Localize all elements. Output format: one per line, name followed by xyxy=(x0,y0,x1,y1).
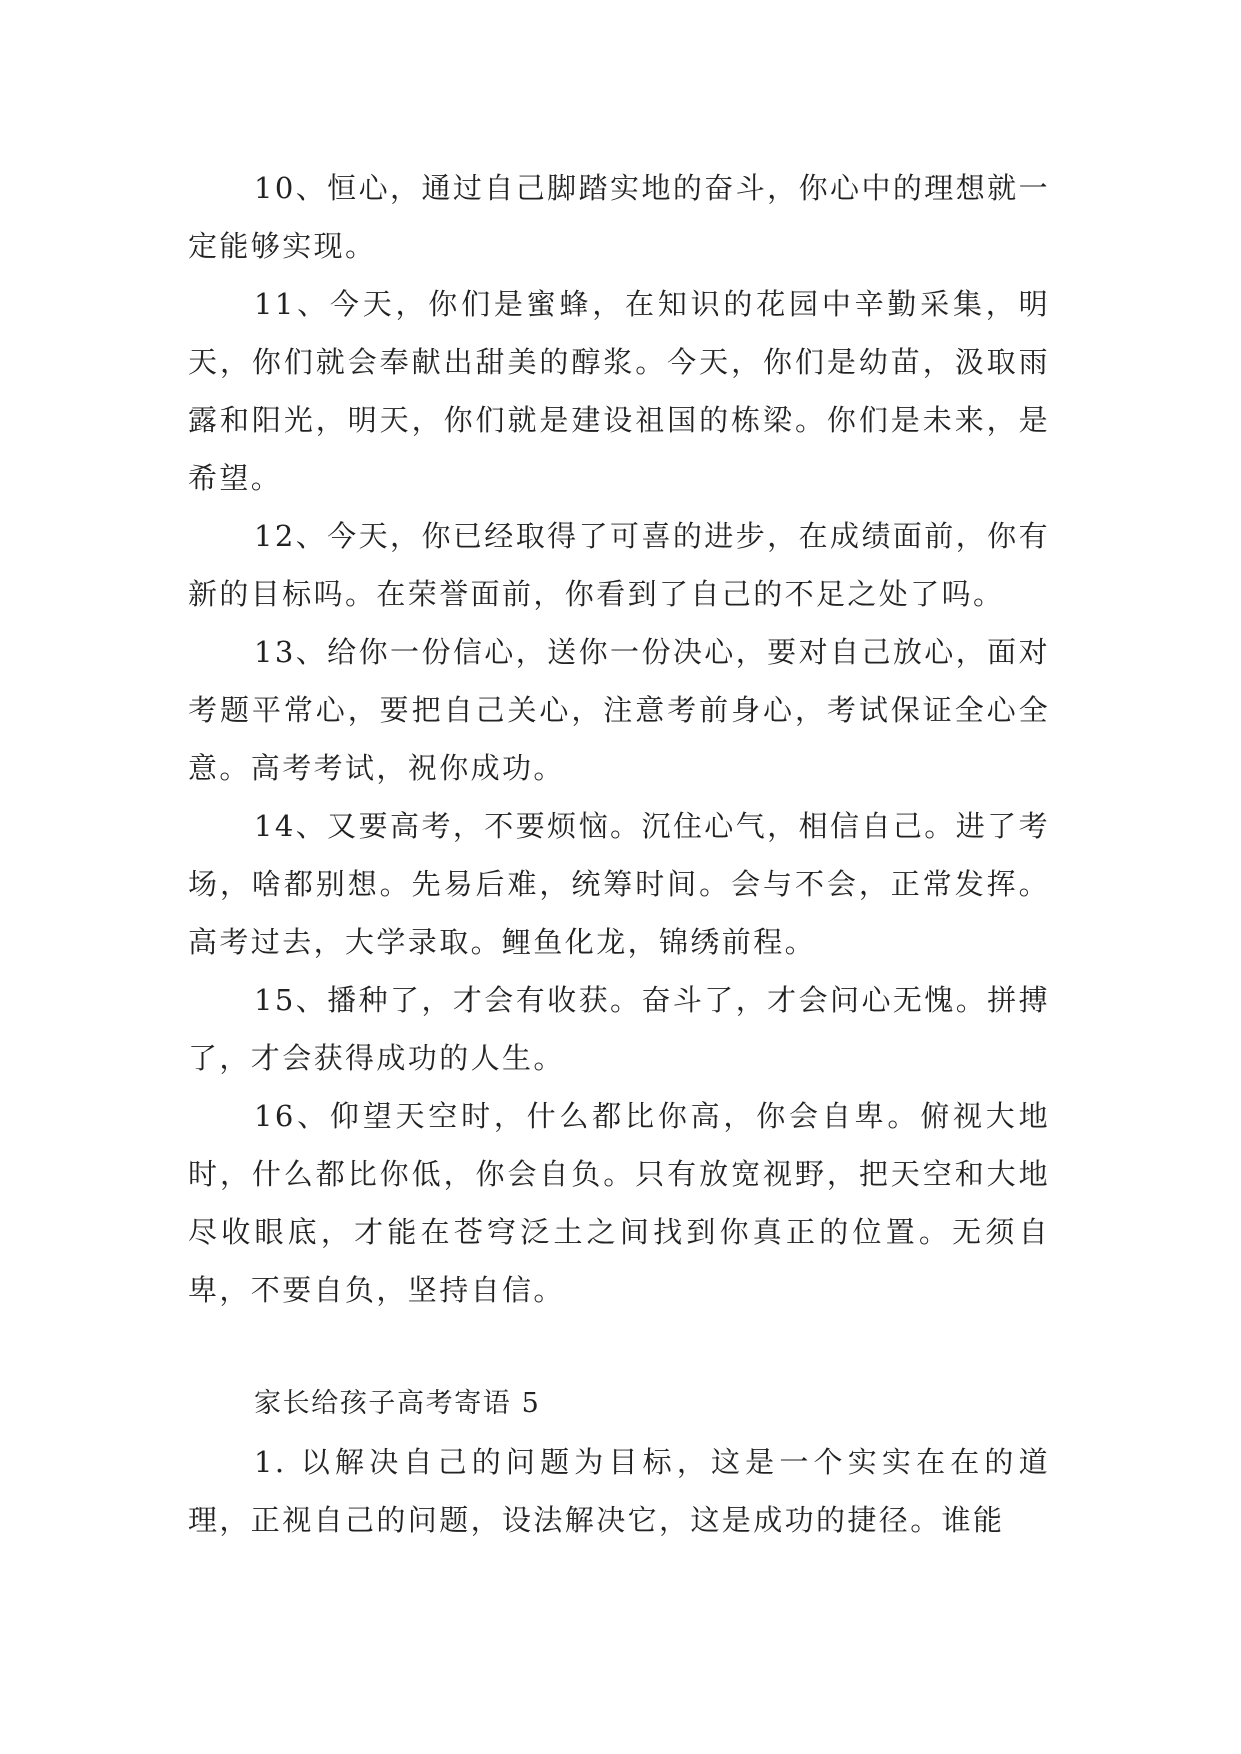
paragraph-16: 16、仰望天空时，什么都比你高，你会自卑。俯视大地时，什么都比你低，你会自负。只有放宽视野，把天空和大地尽收眼底，才能在苍穹泛土之间找到你真正的位置。无须自卑，不要自负，坚持自信。 xyxy=(188,1099,1050,1307)
paragraph-12: 12、今天，你已经取得了可喜的进步，在成绩面前，你有新的目标吗。在荣誉面前，你看到了自己的不足之处了吗。 xyxy=(188,519,1050,611)
paragraph-10: 10、恒心，通过自己脚踏实地的奋斗，你心中的理想就一定能够实现。 xyxy=(188,171,1050,263)
section-paragraph-1: 1. 以解决自己的问题为目标，这是一个实实在在的道理，正视自己的问题，设法解决它，这是成功的捷径。谁能 xyxy=(188,1445,1050,1537)
section-heading: 家长给孩子高考寄语 5 xyxy=(254,1388,541,1419)
paragraph-14: 14、又要高考，不要烦恼。沉住心气，相信自己。进了考场，啥都别想。先易后难，统筹时间。会与不会，正常发挥。高考过去，大学录取。鲤鱼化龙，锦绣前程。 xyxy=(188,809,1050,959)
document-body xyxy=(188,159,1050,1549)
paragraph-15: 15、播种了，才会有收获。奋斗了，才会问心无愧。拼搏了，才会获得成功的人生。 xyxy=(188,983,1050,1075)
paragraph-13: 13、给你一份信心，送你一份决心，要对自己放心，面对考题平常心，要把自己关心，注意考前身心，考试保证全心全意。高考考试，祝你成功。 xyxy=(188,635,1050,785)
paragraph-11: 11、今天，你们是蜜蜂，在知识的花园中辛勤采集，明天，你们就会奉献出甜美的醇浆。今天，你们是幼苗，汲取雨露和阳光，明天，你们就是建设祖国的栋梁。你们是未来，是希望。 xyxy=(188,287,1050,495)
